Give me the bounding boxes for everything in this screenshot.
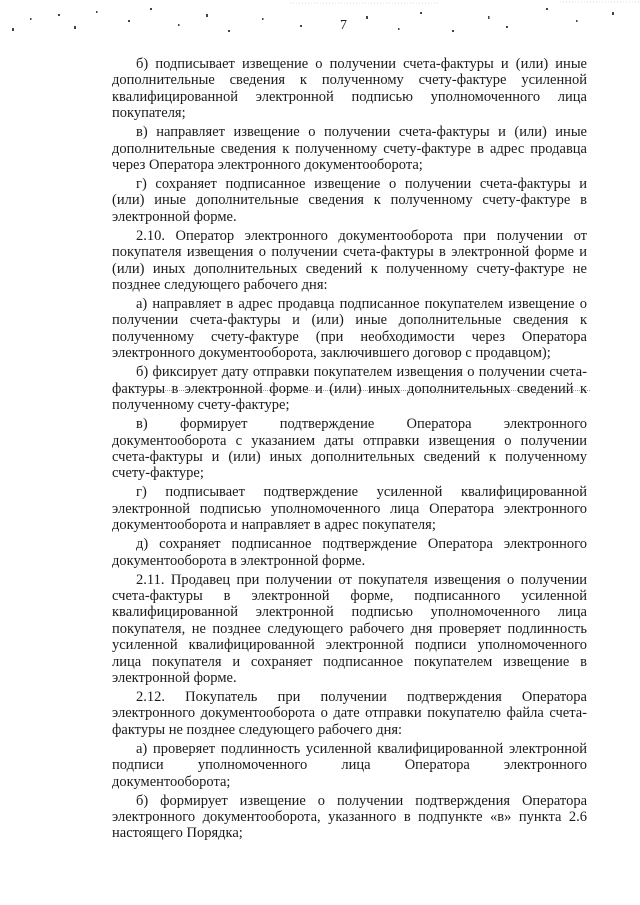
- paragraph: д) сохраняет подписанное подтверждение Оператора электронного документооборота в электронной форме.: [112, 536, 587, 569]
- paragraph: а) направляет в адрес продавца подписанное покупателем извещение о получении счета-фактуры и (или) иные дополнительные сведения к полученному счету-фактуре (при необходимости через Оператора электронного документооборота, заключившего договор с продавцом);: [112, 296, 587, 362]
- paragraph: а) проверяет подлинность усиленной квалифицированной электронной подписи уполномоченного лица Оператора электронного документооборота;: [112, 740, 587, 790]
- paragraph: г) сохраняет подписанное извещение о получении счета-фактуры и (или) иные дополнительные сведения к полученному счету-фактуре в электронной форме.: [112, 176, 587, 225]
- paragraph: б) подписывает извещение о получении счета-фактуры и (или) иные дополнительные сведения к полученному счету-фактуре усиленной квалифицированной электронной подписью уполномоченного лица покупателя;: [112, 56, 587, 122]
- paragraph: б) фиксирует дату отправки покупателем извещения о получении счета-фактуры в электронной форме и (или) иных дополнительных сведений к полученному счету-фактуре;: [112, 364, 587, 414]
- paragraph: 2.11. Продавец при получении от покупателя извещения о получении счета-фактуры в электронной форме, подписанного усиленной квалифицированной электронной подписью уполномоченного лица покупателя, не позднее следующего рабочего дня проверяет подлинность усиленной квалифицированной электронной подписи уполномоченного лица покупателя и сохраняет подписанное покупателем извещение в электронной форме.: [112, 571, 587, 686]
- document-body: [112, 56, 587, 844]
- paragraph: г) подписывает подтверждение усиленной квалифицированной электронной подписью уполномоченного лица Оператора электронного документооборота и направляет в адрес покупателя;: [112, 484, 587, 534]
- page-number: 7: [340, 18, 347, 33]
- paragraph: б) формирует извещение о получении подтверждения Оператора электронного документооборота, указанного в подпункте «в» пункта 2.6 настоящего Порядка;: [112, 792, 587, 842]
- paragraph: 2.10. Оператор электронного документооборота при получении от покупателя извещения о получении счета-фактуры в электронной форме и (или) иных дополнительных сведений к полученному счету-фактуре не позднее следующего рабочего дня:: [112, 227, 587, 294]
- paragraph: 2.12. Покупатель при получении подтверждения Оператора электронного документооборота о дате отправки покупателю файла счета-фактуры не позднее следующего рабочего дня:: [112, 688, 587, 738]
- paragraph: в) направляет извещение о получении счета-фактуры и (или) иные дополнительные сведения к полученному счету-фактуре в адрес продавца через Оператора электронного документооборота;: [112, 124, 587, 174]
- paragraph: в) формирует подтверждение Оператора электронного документооборота с указанием даты отправки извещения о получении счета-фактуры и (или) иных дополнительных сведений к полученному счету-фактуре;: [112, 416, 587, 482]
- scan-noise: [0, 0, 640, 40]
